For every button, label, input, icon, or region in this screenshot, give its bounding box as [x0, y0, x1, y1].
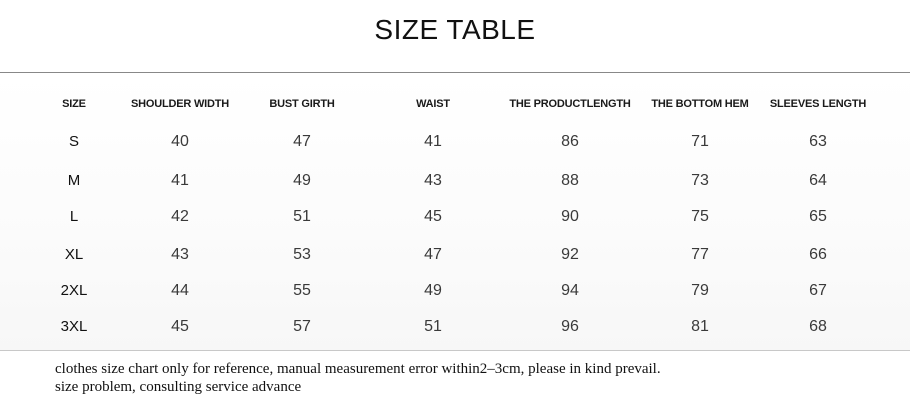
cell-bottom-hem: 75 [691, 208, 709, 225]
cell-sleeves-length: 68 [809, 318, 827, 335]
cell-bottom-hem: 71 [691, 133, 709, 150]
cell-size: 3XL [60, 318, 88, 335]
cell-shoulder-width: 40 [171, 133, 189, 150]
cell-sleeves-length: 65 [809, 208, 827, 225]
service-note: size problem, consulting service advance [55, 379, 302, 395]
header-product-length: THE PRODUCTLENGTH [509, 98, 631, 110]
cell-product-length: 92 [561, 246, 579, 263]
cell-bottom-hem: 79 [691, 282, 709, 299]
cell-waist: 41 [424, 133, 442, 150]
table-divider [0, 350, 910, 351]
cell-shoulder-width: 43 [171, 246, 189, 263]
cell-shoulder-width: 42 [171, 208, 189, 225]
cell-bust-girth: 49 [293, 172, 311, 189]
cell-size: S [68, 133, 80, 150]
cell-waist: 47 [424, 246, 442, 263]
cell-waist: 49 [424, 282, 442, 299]
cell-bust-girth: 51 [293, 208, 311, 225]
cell-product-length: 94 [561, 282, 579, 299]
cell-bottom-hem: 77 [691, 246, 709, 263]
title-divider [0, 72, 910, 73]
cell-size: M [67, 172, 81, 189]
cell-waist: 43 [424, 172, 442, 189]
header-size: SIZE [62, 98, 86, 110]
header-bust-girth: BUST GIRTH [269, 98, 335, 110]
cell-product-length: 96 [561, 318, 579, 335]
header-waist: WAIST [416, 98, 450, 110]
cell-product-length: 88 [561, 172, 579, 189]
cell-bust-girth: 53 [293, 246, 311, 263]
cell-sleeves-length: 67 [809, 282, 827, 299]
header-bottom-hem: THE BOTTOM HEM [651, 98, 749, 110]
cell-bottom-hem: 73 [691, 172, 709, 189]
cell-size: L [69, 208, 79, 225]
cell-size: XL [64, 246, 84, 263]
header-shoulder-width: SHOULDER WIDTH [130, 98, 230, 110]
reference-note: clothes size chart only for reference, manual measurement error within2–3cm, please in kind prevail. [55, 361, 661, 377]
cell-sleeves-length: 66 [809, 246, 827, 263]
cell-waist: 45 [424, 208, 442, 225]
cell-size: 2XL [60, 282, 88, 299]
cell-product-length: 90 [561, 208, 579, 225]
cell-sleeves-length: 64 [809, 172, 827, 189]
cell-shoulder-width: 44 [171, 282, 189, 299]
cell-product-length: 86 [561, 133, 579, 150]
size-table [0, 74, 910, 350]
cell-bust-girth: 47 [293, 133, 311, 150]
cell-shoulder-width: 45 [171, 318, 189, 335]
cell-bottom-hem: 81 [691, 318, 709, 335]
cell-shoulder-width: 41 [171, 172, 189, 189]
cell-bust-girth: 57 [293, 318, 311, 335]
cell-sleeves-length: 63 [809, 133, 827, 150]
page-title: SIZE TABLE [374, 14, 536, 45]
cell-bust-girth: 55 [293, 282, 311, 299]
header-sleeves-length: SLEEVES LENGTH [769, 98, 867, 110]
cell-waist: 51 [424, 318, 442, 335]
